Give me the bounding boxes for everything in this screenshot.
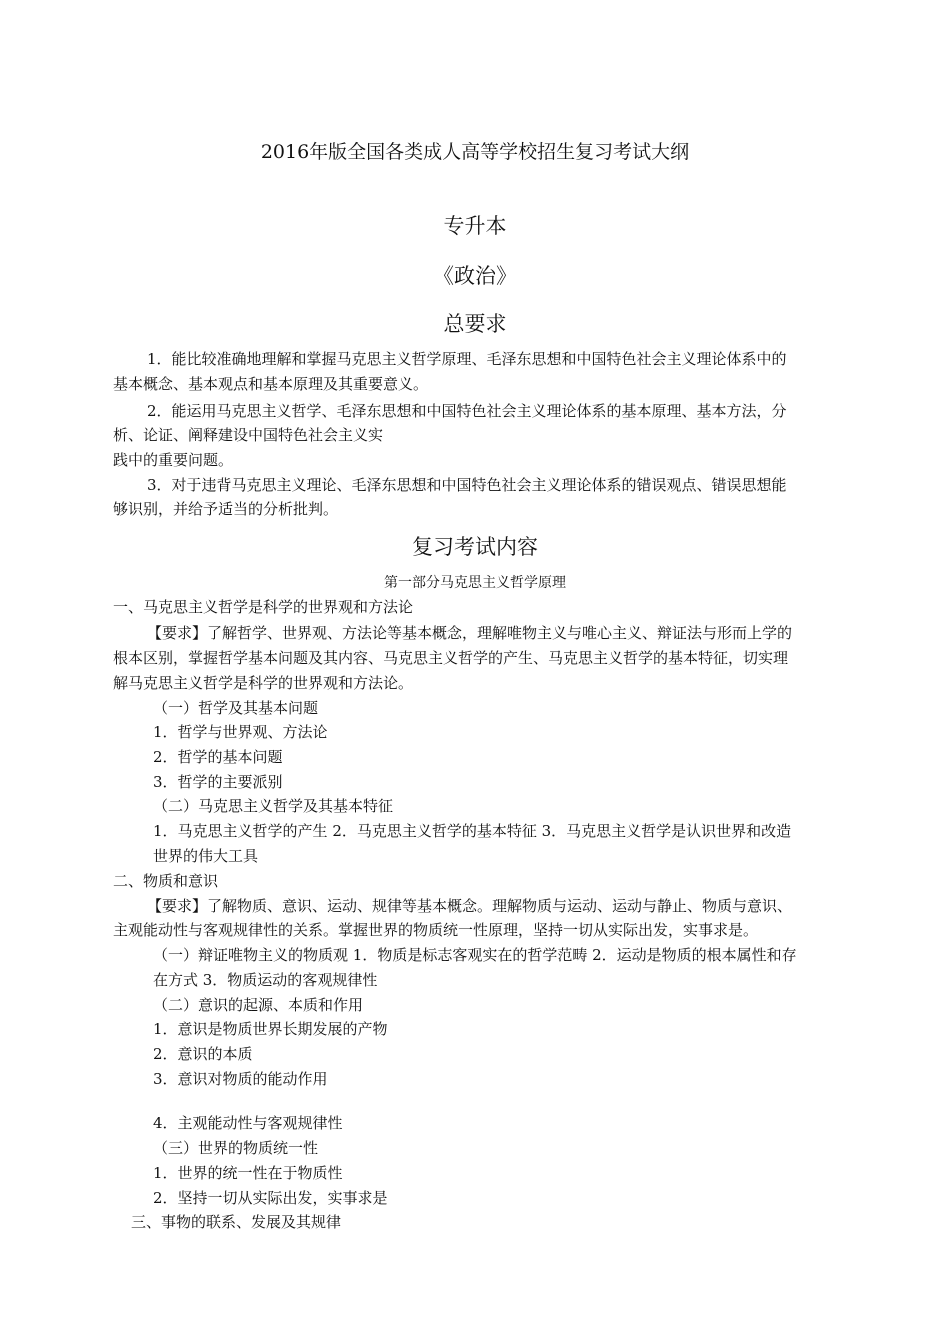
outline-item: 1．意识是物质世界长期发展的产物 [153, 1020, 388, 1038]
level-heading: 专升本 [443, 214, 507, 238]
general-line: 1．能比较准确地理解和掌握马克思主义哲学原理、毛泽东思想和中国特色社会主义理论体系中的 [147, 350, 787, 368]
general-line: 析、论证、阐释建设中国特色社会主义实 [113, 426, 384, 444]
requirement-line: 根本区别，掌握哲学基本问题及其内容、马克思主义哲学的产生、马克思主义哲学的基本特征，切实理 [113, 649, 789, 667]
document-title: 2016年版全国各类成人高等学校招生复习考试大纲 [260, 141, 690, 163]
general-line: 够识别，并给予适当的分析批判。 [113, 500, 339, 518]
subject-heading: 《政治》 [433, 264, 517, 288]
general-requirements-heading: 总要求 [443, 312, 507, 336]
outline-item: 3．哲学的主要派别 [153, 773, 283, 791]
outline-item: 4．主观能动性与客观规律性 [153, 1114, 343, 1132]
outline-item: （二）意识的起源、本质和作用 [153, 996, 364, 1014]
outline-item: （二）马克思主义哲学及其基本特征 [153, 797, 394, 815]
outline-item: 2．意识的本质 [153, 1045, 253, 1063]
general-line: 2．能运用马克思主义哲学、毛泽东思想和中国特色社会主义理论体系的基本原理、基本方法，分 [147, 402, 787, 420]
outline-item: 1．世界的统一性在于物质性 [153, 1164, 343, 1182]
requirement-line: 主观能动性与客观规律性的关系。掌握世界的物质统一性原理，坚持一切从实际出发，实事求是。 [113, 921, 759, 939]
outline-item: （三）世界的物质统一性 [153, 1139, 319, 1157]
outline-item: 3．意识对物质的能动作用 [153, 1070, 328, 1088]
part-title: 第一部分马克思主义哲学原理 [384, 575, 566, 591]
requirement-line: 解马克思主义哲学是科学的世界观和方法论。 [113, 674, 414, 692]
section-heading: 一、马克思主义哲学是科学的世界观和方法论 [113, 598, 414, 616]
outline-item: （一）辩证唯物主义的物质观 1．物质是标志客观实在的哲学范畴 2．运动是物质的根本属性和存 [153, 946, 797, 964]
requirement-line: 【要求】了解物质、意识、运动、规律等基本概念。理解物质与运动、运动与静止、物质与意识、 [147, 897, 793, 915]
section-heading: 二、物质和意识 [113, 872, 219, 890]
outline-item: （一）哲学及其基本问题 [153, 699, 319, 717]
outline-item: 世界的伟大工具 [153, 847, 259, 865]
general-line: 基本概念、基本观点和基本原理及其重要意义。 [113, 375, 429, 393]
outline-item: 1．马克思主义哲学的产生 2．马克思主义哲学的基本特征 3．马克思主义哲学是认识世界和改造 [153, 822, 792, 840]
outline-item: 2．坚持一切从实际出发，实事求是 [153, 1189, 388, 1207]
content-heading: 复习考试内容 [412, 535, 538, 559]
outline-item: 在方式 3．物质运动的客观规律性 [153, 971, 378, 989]
general-line: 践中的重要问题。 [113, 451, 234, 469]
section-heading: 三、事物的联系、发展及其规律 [131, 1213, 342, 1231]
outline-item: 1．哲学与世界观、方法论 [153, 723, 328, 741]
general-line: 3．对于违背马克思主义理论、毛泽东思想和中国特色社会主义理论体系的错误观点、错误思想能 [147, 476, 787, 494]
outline-item: 2．哲学的基本问题 [153, 748, 283, 766]
requirement-line: 【要求】了解哲学、世界观、方法论等基本概念，理解唯物主义与唯心主义、辩证法与形而上学的 [147, 624, 793, 642]
